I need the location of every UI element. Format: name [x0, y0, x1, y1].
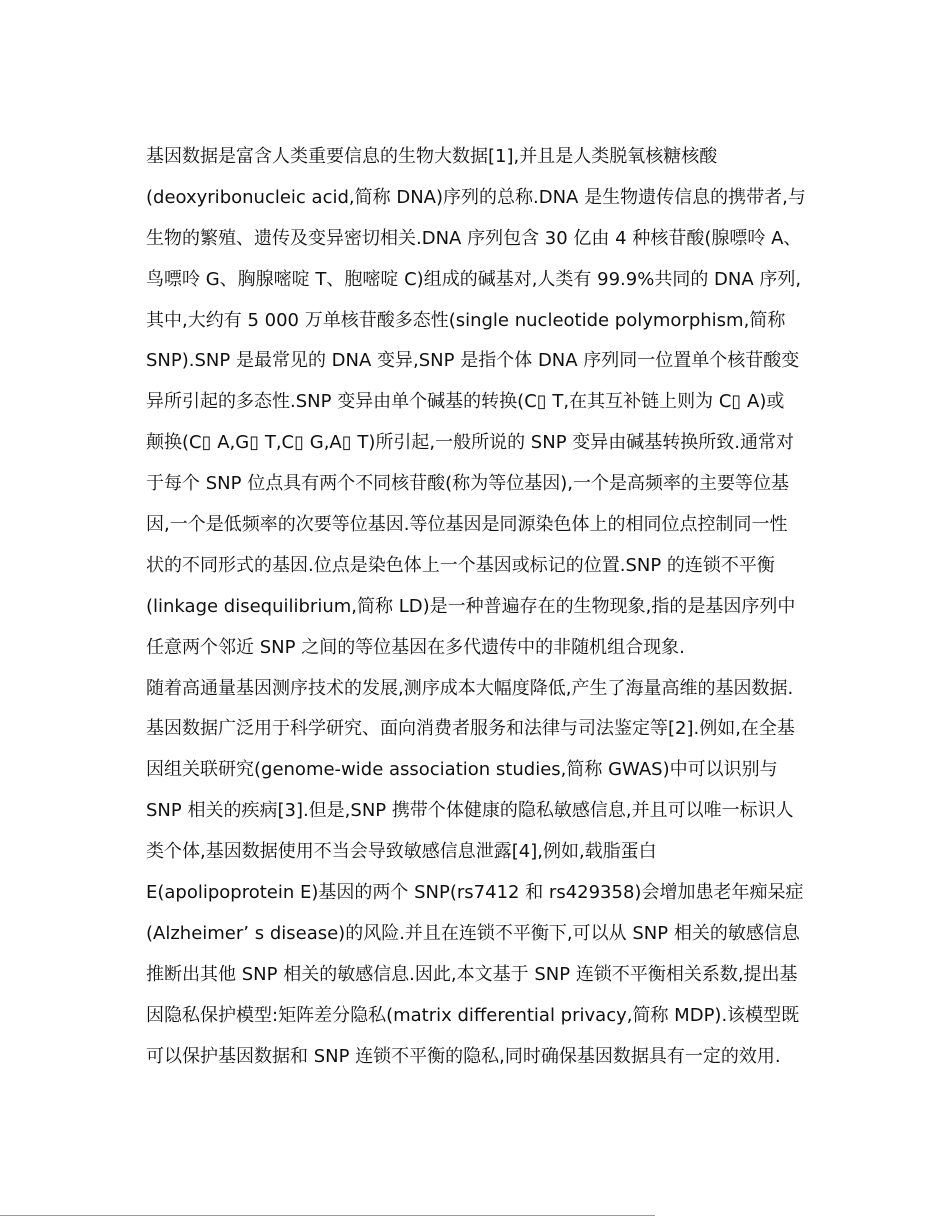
text-line: 状的不同形式的基因.位点是染色体上一个基因或标记的位置.SNP 的连锁不平衡	[146, 554, 775, 576]
text-line: 异所引起的多态性.SNP 变异由单个碱基的转换(C▯ T,在其互补链上则为 C▯ A)或	[146, 391, 785, 413]
text-line: 基因数据广泛用于科学研究、面向消费者服务和法律与司法鉴定等[2].例如,在全基	[146, 718, 795, 740]
text-line: (Alzheimer’ s disease)的风险.并且在连锁不平衡下,可以从 SNP 相关的敏感信息	[146, 922, 800, 944]
text-line: 颠换(C▯ A,G▯ T,C▯ G,A▯ T)所引起,一般所说的 SNP 变异由碱基转换所致.通常对	[146, 432, 794, 454]
text-line: 鸟嘌呤 G、胸腺嘧啶 T、胞嘧啶 C)组成的碱基对,人类有 99.9%共同的 DNA 序列,	[146, 268, 802, 290]
text-line: 基因数据是富含人类重要信息的生物大数据[1],并且是人类脱氧核糖核酸	[146, 146, 718, 167]
body-text	[146, 141, 826, 1081]
text-line: 随着高通量基因测序技术的发展,测序成本大幅度降低,产生了海量高维的基因数据.	[146, 677, 794, 699]
text-line: E(apolipoprotein E)基因的两个 SNP(rs7412 和 rs429358)会增加患老年痴呆症	[146, 882, 804, 904]
text-line: 可以保护基因数据和 SNP 连锁不平衡的隐私,同时确保基因数据具有一定的效用.	[146, 1045, 781, 1067]
text-line: 其中,大约有 5 000 万单核苷酸多态性(single nucleotide polymorphism,简称	[146, 309, 786, 331]
text-line: 因隐私保护模型:矩阵差分隐私(matrix differential privacy,简称 MDP).该模型既	[146, 1004, 800, 1026]
text-line: (deoxyribonucleic acid,简称 DNA)序列的总称.DNA 是生物遗传信息的携带者,与	[146, 186, 806, 208]
text-line: 推断出其他 SNP 相关的敏感信息.因此,本文基于 SNP 连锁不平衡相关系数,提出基	[146, 963, 798, 985]
text-line: SNP 相关的疾病[3].但是,SNP 携带个体健康的隐私敏感信息,并且可以唯一标识人	[146, 800, 794, 822]
text-line: (linkage disequilibrium,简称 LD)是一种普遍存在的生物现象,指的是基因序列中	[146, 595, 796, 617]
text-line: 于每个 SNP 位点具有两个不同核苷酸(称为等位基因),一个是高频率的主要等位基	[146, 473, 789, 495]
text-line: 生物的繁殖、遗传及变异密切相关.DNA 序列包含 30 亿由 4 种核苷酸(腺嘌呤 A、	[146, 227, 802, 249]
text-line: SNP).SNP 是最常见的 DNA 变异,SNP 是指个体 DNA 序列同一位置单个核苷酸变	[146, 350, 800, 372]
text-line: 因,一个是低频率的次要等位基因.等位基因是同源染色体上的相同位点控制同一性	[146, 514, 788, 536]
text-line: 类个体,基因数据使用不当会导致敏感信息泄露[4],例如,载脂蛋白	[146, 841, 657, 863]
text-line: 因组关联研究(genome-wide association studies,简称 GWAS)中可以识别与	[146, 759, 778, 781]
text-line: 任意两个邻近 SNP 之间的等位基因在多代遗传中的非随机组合现象.	[146, 636, 685, 658]
footnote-divider	[0, 1215, 655, 1216]
